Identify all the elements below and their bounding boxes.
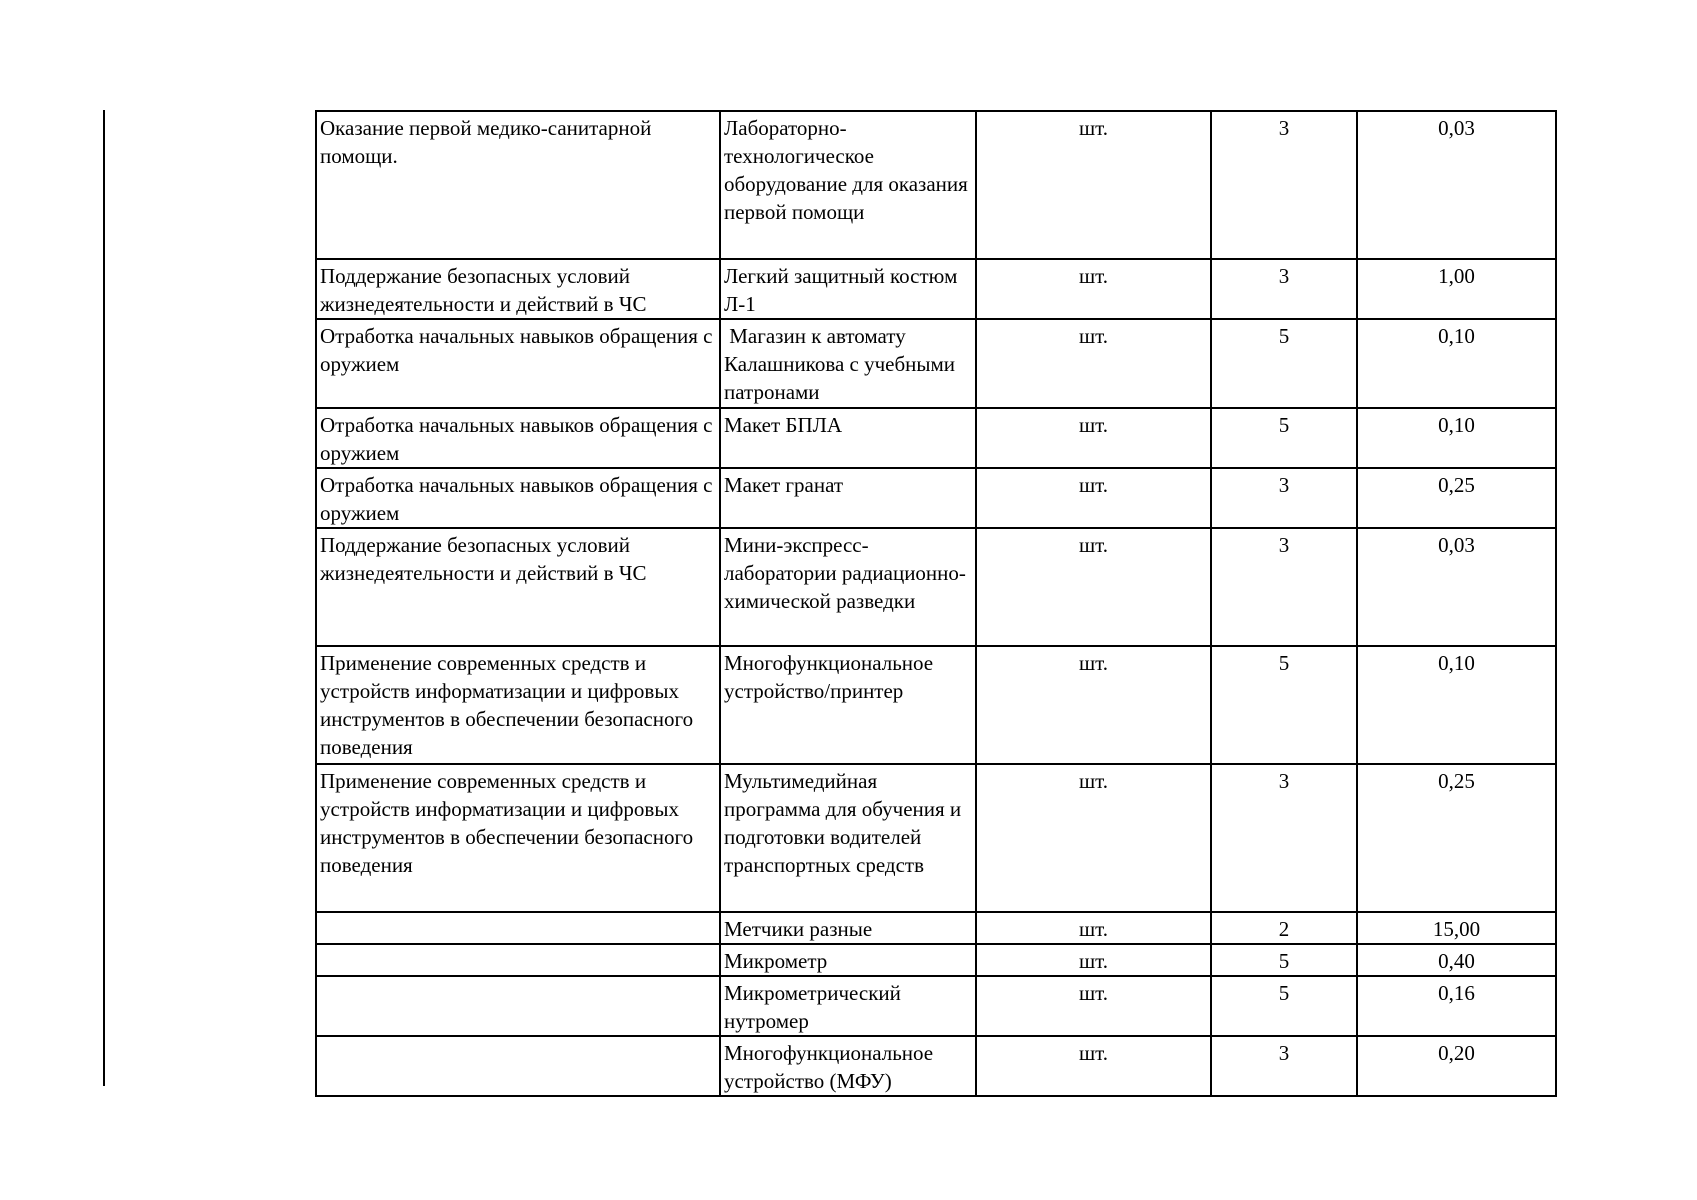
item-cell: Многофункциональное устройство (МФУ) bbox=[720, 1036, 976, 1096]
quantity-cell: 5 bbox=[1211, 646, 1357, 764]
table-row bbox=[316, 1036, 1556, 1096]
item-cell: Лабораторно-технологическое оборудование для оказания первой помощи bbox=[720, 111, 976, 259]
value-cell: 0,25 bbox=[1357, 468, 1556, 528]
table-row bbox=[316, 976, 1556, 1036]
unit-cell: шт. bbox=[976, 468, 1211, 528]
item-cell: Многофункциональное устройство/принтер bbox=[720, 646, 976, 764]
unit-cell: шт. bbox=[976, 408, 1211, 468]
purpose-cell: Отработка начальных навыков обращения с оружием bbox=[316, 468, 720, 528]
unit-cell: шт. bbox=[976, 111, 1211, 259]
quantity-cell: 5 bbox=[1211, 319, 1357, 408]
purpose-cell: Поддержание безопасных условий жизнедеятельности и действий в ЧС bbox=[316, 259, 720, 319]
unit-cell: шт. bbox=[976, 259, 1211, 319]
page-margin-line bbox=[103, 110, 105, 1086]
item-cell: Макет гранат bbox=[720, 468, 976, 528]
value-cell: 0,10 bbox=[1357, 408, 1556, 468]
value-cell: 15,00 bbox=[1357, 912, 1556, 944]
table-row bbox=[316, 319, 1556, 408]
table-row bbox=[316, 944, 1556, 976]
table-row bbox=[316, 764, 1556, 912]
purpose-cell bbox=[316, 976, 720, 1036]
item-cell: Мультимедийная программа для обучения и подготовки водителей транспортных средств bbox=[720, 764, 976, 912]
unit-cell: шт. bbox=[976, 944, 1211, 976]
purpose-cell: Применение современных средств и устройств информатизации и цифровых инструментов в обеспечении безопасного поведения bbox=[316, 764, 720, 912]
value-cell: 0,03 bbox=[1357, 111, 1556, 259]
table-row bbox=[316, 912, 1556, 944]
purpose-cell bbox=[316, 944, 720, 976]
value-cell: 1,00 bbox=[1357, 259, 1556, 319]
item-cell: Микрометрический нутромер bbox=[720, 976, 976, 1036]
table-row bbox=[316, 528, 1556, 646]
quantity-cell: 5 bbox=[1211, 976, 1357, 1036]
table-row bbox=[316, 468, 1556, 528]
table-row bbox=[316, 408, 1556, 468]
table-row bbox=[316, 646, 1556, 764]
item-cell: Метчики разные bbox=[720, 912, 976, 944]
quantity-cell: 5 bbox=[1211, 944, 1357, 976]
purpose-cell: Отработка начальных навыков обращения с оружием bbox=[316, 408, 720, 468]
item-cell: Мини-экспресс-лаборатории радиационно-химической разведки bbox=[720, 528, 976, 646]
unit-cell: шт. bbox=[976, 912, 1211, 944]
table-row bbox=[316, 259, 1556, 319]
value-cell: 0,16 bbox=[1357, 976, 1556, 1036]
purpose-cell bbox=[316, 1036, 720, 1096]
item-cell: Легкий защитный костюм Л-1 bbox=[720, 259, 976, 319]
value-cell: 0,03 bbox=[1357, 528, 1556, 646]
unit-cell: шт. bbox=[976, 528, 1211, 646]
value-cell: 0,40 bbox=[1357, 944, 1556, 976]
unit-cell: шт. bbox=[976, 646, 1211, 764]
item-cell: Магазин к автомату Калашникова с учебными патронами bbox=[720, 319, 976, 408]
item-cell: Микрометр bbox=[720, 944, 976, 976]
purpose-cell: Оказание первой медико-санитарной помощи. bbox=[316, 111, 720, 259]
purpose-cell: Отработка начальных навыков обращения с оружием bbox=[316, 319, 720, 408]
unit-cell: шт. bbox=[976, 976, 1211, 1036]
value-cell: 0,20 bbox=[1357, 1036, 1556, 1096]
quantity-cell: 3 bbox=[1211, 259, 1357, 319]
value-cell: 0,25 bbox=[1357, 764, 1556, 912]
value-cell: 0,10 bbox=[1357, 646, 1556, 764]
quantity-cell: 2 bbox=[1211, 912, 1357, 944]
value-cell: 0,10 bbox=[1357, 319, 1556, 408]
quantity-cell: 3 bbox=[1211, 111, 1357, 259]
unit-cell: шт. bbox=[976, 319, 1211, 408]
unit-cell: шт. bbox=[976, 764, 1211, 912]
equipment-table bbox=[315, 110, 1557, 1097]
purpose-cell: Применение современных средств и устройств информатизации и цифровых инструментов в обеспечении безопасного поведения bbox=[316, 646, 720, 764]
table-row bbox=[316, 111, 1556, 259]
quantity-cell: 3 bbox=[1211, 528, 1357, 646]
quantity-cell: 5 bbox=[1211, 408, 1357, 468]
item-cell: Макет БПЛА bbox=[720, 408, 976, 468]
purpose-cell: Поддержание безопасных условий жизнедеятельности и действий в ЧС bbox=[316, 528, 720, 646]
quantity-cell: 3 bbox=[1211, 1036, 1357, 1096]
quantity-cell: 3 bbox=[1211, 764, 1357, 912]
quantity-cell: 3 bbox=[1211, 468, 1357, 528]
unit-cell: шт. bbox=[976, 1036, 1211, 1096]
purpose-cell bbox=[316, 912, 720, 944]
